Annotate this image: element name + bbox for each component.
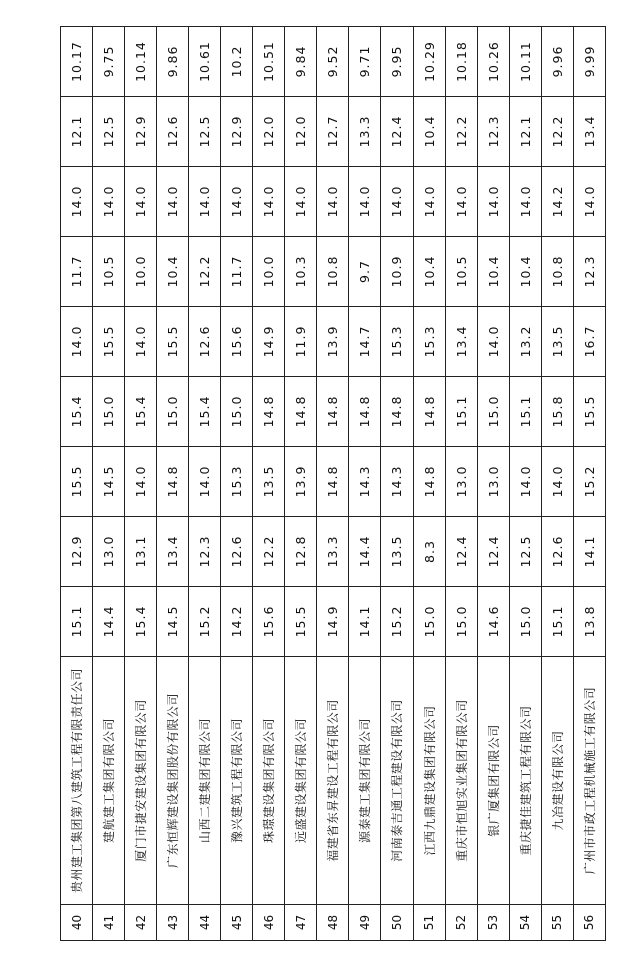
score-cell: 10.14 <box>125 27 157 97</box>
score-cell: 14.0 <box>125 447 157 517</box>
score-cell: 12.2 <box>445 97 477 167</box>
table-row <box>61 27 93 941</box>
score-cell: 15.4 <box>61 377 93 447</box>
row-number: 52 <box>445 905 477 941</box>
score-cell: 10.4 <box>413 97 445 167</box>
score-cell: 15.2 <box>573 447 605 517</box>
table-row <box>221 27 253 941</box>
score-cell: 8.3 <box>413 517 445 587</box>
score-cell: 10.5 <box>93 237 125 307</box>
score-cell: 15.1 <box>61 587 93 657</box>
score-cell: 15.5 <box>93 307 125 377</box>
score-cell: 15.5 <box>61 447 93 517</box>
score-cell: 14.4 <box>93 587 125 657</box>
score-cell: 13.3 <box>349 97 381 167</box>
score-cell: 12.6 <box>157 97 189 167</box>
score-cell: 13.1 <box>125 517 157 587</box>
table-row <box>349 27 381 941</box>
score-cell: 10.18 <box>445 27 477 97</box>
score-cell: 10.8 <box>541 237 573 307</box>
score-cell: 13.4 <box>157 517 189 587</box>
score-cell: 14.2 <box>541 167 573 237</box>
table-row <box>381 27 413 941</box>
score-cell: 15.1 <box>541 587 573 657</box>
company-name: 福建省东昇建设工程有限公司 <box>317 657 349 905</box>
score-cell: 12.4 <box>445 517 477 587</box>
score-cell: 14.1 <box>573 517 605 587</box>
score-cell: 15.0 <box>477 377 509 447</box>
row-number: 43 <box>157 905 189 941</box>
score-cell: 9.84 <box>285 27 317 97</box>
score-cell: 14.0 <box>285 167 317 237</box>
score-cell: 10.61 <box>189 27 221 97</box>
score-cell: 15.1 <box>509 377 541 447</box>
score-cell: 11.7 <box>61 237 93 307</box>
score-cell: 12.6 <box>221 517 253 587</box>
score-cell: 14.3 <box>381 447 413 517</box>
score-cell: 15.6 <box>253 587 285 657</box>
row-number: 54 <box>509 905 541 941</box>
score-cell: 9.52 <box>317 27 349 97</box>
score-cell: 14.8 <box>349 377 381 447</box>
score-cell: 15.3 <box>221 447 253 517</box>
score-cell: 15.0 <box>157 377 189 447</box>
score-cell: 9.71 <box>349 27 381 97</box>
score-cell: 10.11 <box>509 27 541 97</box>
score-cell: 15.6 <box>221 307 253 377</box>
score-cell: 14.0 <box>221 167 253 237</box>
table-row <box>125 27 157 941</box>
score-cell: 12.3 <box>477 97 509 167</box>
score-cell: 14.0 <box>253 167 285 237</box>
score-cell: 14.0 <box>413 167 445 237</box>
company-name: 江西九鼎建设集团有限公司 <box>413 657 445 905</box>
score-cell: 12.6 <box>541 517 573 587</box>
score-cell: 12.6 <box>189 307 221 377</box>
score-cell: 13.5 <box>381 517 413 587</box>
score-cell: 13.3 <box>317 517 349 587</box>
score-cell: 14.8 <box>317 447 349 517</box>
score-cell: 12.4 <box>477 517 509 587</box>
company-name: 源泰建工集团有限公司 <box>349 657 381 905</box>
score-cell: 11.7 <box>221 237 253 307</box>
score-cell: 12.2 <box>253 517 285 587</box>
score-cell: 12.9 <box>61 517 93 587</box>
score-cell: 10.8 <box>317 237 349 307</box>
row-number: 46 <box>253 905 285 941</box>
table-row <box>413 27 445 941</box>
table-row <box>189 27 221 941</box>
table-row <box>285 27 317 941</box>
score-cell: 10.3 <box>285 237 317 307</box>
score-cell: 10.4 <box>413 237 445 307</box>
table-row <box>509 27 541 941</box>
score-cell: 10.51 <box>253 27 285 97</box>
table-row <box>445 27 477 941</box>
row-number: 47 <box>285 905 317 941</box>
score-cell: 14.8 <box>413 447 445 517</box>
score-cell: 15.5 <box>285 587 317 657</box>
company-name: 豫兴建筑工程有限公司 <box>221 657 253 905</box>
company-name: 建航建工集团有限公司 <box>93 657 125 905</box>
score-cell: 9.96 <box>541 27 573 97</box>
row-number: 56 <box>573 905 605 941</box>
score-cell: 9.86 <box>157 27 189 97</box>
score-cell: 14.0 <box>349 167 381 237</box>
table-row <box>157 27 189 941</box>
score-cell: 14.0 <box>445 167 477 237</box>
score-cell: 15.4 <box>189 377 221 447</box>
score-cell: 14.0 <box>573 167 605 237</box>
score-cell: 15.0 <box>509 587 541 657</box>
score-cell: 13.5 <box>541 307 573 377</box>
score-cell: 13.9 <box>317 307 349 377</box>
score-cell: 15.3 <box>381 307 413 377</box>
company-name: 银广厦集团有限公司 <box>477 657 509 905</box>
score-cell: 14.8 <box>381 377 413 447</box>
company-name: 远盛建设集团有限公司 <box>285 657 317 905</box>
score-cell: 12.8 <box>285 517 317 587</box>
score-cell: 14.0 <box>125 167 157 237</box>
table-row <box>541 27 573 941</box>
score-cell: 10.4 <box>477 237 509 307</box>
score-cell: 12.9 <box>125 97 157 167</box>
score-cell: 14.7 <box>349 307 381 377</box>
score-cell: 14.5 <box>93 447 125 517</box>
score-cell: 12.4 <box>381 97 413 167</box>
score-cell: 14.6 <box>477 587 509 657</box>
score-cell: 9.95 <box>381 27 413 97</box>
score-cell: 14.0 <box>189 167 221 237</box>
table-row <box>253 27 285 941</box>
score-cell: 13.4 <box>445 307 477 377</box>
score-cell: 15.0 <box>93 377 125 447</box>
row-number: 51 <box>413 905 445 941</box>
row-number: 55 <box>541 905 573 941</box>
row-number: 41 <box>93 905 125 941</box>
score-cell: 14.0 <box>61 167 93 237</box>
score-cell: 14.0 <box>61 307 93 377</box>
score-cell: 15.1 <box>445 377 477 447</box>
row-number: 42 <box>125 905 157 941</box>
score-cell: 14.8 <box>317 377 349 447</box>
score-cell: 15.0 <box>413 587 445 657</box>
score-cell: 12.5 <box>509 517 541 587</box>
company-name: 珠璟建设集团有限公司 <box>253 657 285 905</box>
score-cell: 16.7 <box>573 307 605 377</box>
row-number: 45 <box>221 905 253 941</box>
score-cell: 14.8 <box>285 377 317 447</box>
score-cell: 15.4 <box>125 377 157 447</box>
score-cell: 12.0 <box>253 97 285 167</box>
score-cell: 14.0 <box>509 447 541 517</box>
score-cell: 13.4 <box>573 97 605 167</box>
row-number: 40 <box>61 905 93 941</box>
score-cell: 12.5 <box>189 97 221 167</box>
score-cell: 9.99 <box>573 27 605 97</box>
company-name: 贵州建工集团第八建筑工程有限责任公司 <box>61 657 93 905</box>
company-name: 重庆捷佳建筑工程有限公司 <box>509 657 541 905</box>
score-cell: 14.8 <box>157 447 189 517</box>
table-row <box>93 27 125 941</box>
score-cell: 14.0 <box>317 167 349 237</box>
score-cell: 13.5 <box>253 447 285 517</box>
score-cell: 12.1 <box>61 97 93 167</box>
score-cell: 9.7 <box>349 237 381 307</box>
score-cell: 12.2 <box>189 237 221 307</box>
company-name: 九冶建设有限公司 <box>541 657 573 905</box>
score-cell: 13.0 <box>445 447 477 517</box>
score-cell: 15.4 <box>125 587 157 657</box>
score-cell: 10.4 <box>157 237 189 307</box>
company-name: 重庆市恒旭实业集团有限公司 <box>445 657 477 905</box>
score-cell: 10.0 <box>125 237 157 307</box>
score-cell: 13.2 <box>509 307 541 377</box>
table-row <box>317 27 349 941</box>
score-cell: 14.0 <box>477 307 509 377</box>
score-cell: 10.26 <box>477 27 509 97</box>
row-number: 50 <box>381 905 413 941</box>
score-cell: 14.3 <box>349 447 381 517</box>
score-cell: 15.5 <box>573 377 605 447</box>
score-cell: 14.0 <box>189 447 221 517</box>
score-cell: 14.0 <box>381 167 413 237</box>
score-cell: 11.9 <box>285 307 317 377</box>
row-number: 44 <box>189 905 221 941</box>
score-cell: 13.0 <box>477 447 509 517</box>
score-cell: 14.0 <box>477 167 509 237</box>
score-cell: 10.17 <box>61 27 93 97</box>
score-cell: 9.75 <box>93 27 125 97</box>
score-cell: 14.5 <box>157 587 189 657</box>
score-cell: 12.2 <box>541 97 573 167</box>
score-cell: 12.7 <box>317 97 349 167</box>
score-cell: 15.3 <box>413 307 445 377</box>
score-cell: 12.3 <box>573 237 605 307</box>
score-cell: 14.0 <box>541 447 573 517</box>
score-cell: 14.2 <box>221 587 253 657</box>
score-cell: 14.9 <box>317 587 349 657</box>
score-cell: 15.2 <box>381 587 413 657</box>
row-number: 53 <box>477 905 509 941</box>
company-name: 山西二建集团有限公司 <box>189 657 221 905</box>
score-cell: 12.9 <box>221 97 253 167</box>
score-cell: 14.0 <box>157 167 189 237</box>
score-cell: 14.8 <box>413 377 445 447</box>
score-cell: 14.9 <box>253 307 285 377</box>
score-cell: 12.1 <box>509 97 541 167</box>
score-cell: 10.0 <box>253 237 285 307</box>
score-cell: 12.0 <box>285 97 317 167</box>
score-cell: 15.0 <box>221 377 253 447</box>
row-number: 49 <box>349 905 381 941</box>
score-cell: 10.29 <box>413 27 445 97</box>
score-cell: 14.0 <box>93 167 125 237</box>
company-name: 广州市市政工程机械施工有限公司 <box>573 657 605 905</box>
company-name: 广东恒辉建设集团股份有限公司 <box>157 657 189 905</box>
table-row <box>573 27 605 941</box>
score-cell: 13.0 <box>93 517 125 587</box>
score-cell: 15.0 <box>445 587 477 657</box>
score-cell: 12.5 <box>93 97 125 167</box>
score-cell: 13.8 <box>573 587 605 657</box>
score-cell: 13.9 <box>285 447 317 517</box>
score-cell: 10.5 <box>445 237 477 307</box>
score-cell: 10.4 <box>509 237 541 307</box>
score-cell: 10.2 <box>221 27 253 97</box>
score-cell: 14.4 <box>349 517 381 587</box>
score-cell: 15.8 <box>541 377 573 447</box>
score-cell: 12.3 <box>189 517 221 587</box>
score-cell: 15.5 <box>157 307 189 377</box>
score-table <box>60 26 606 941</box>
row-number: 48 <box>317 905 349 941</box>
score-cell: 10.9 <box>381 237 413 307</box>
score-cell: 14.0 <box>125 307 157 377</box>
table-row <box>477 27 509 941</box>
score-cell: 14.8 <box>253 377 285 447</box>
score-cell: 14.1 <box>349 587 381 657</box>
score-cell: 14.0 <box>509 167 541 237</box>
company-name: 河南泰吉通工程建设有限公司 <box>381 657 413 905</box>
score-cell: 15.2 <box>189 587 221 657</box>
company-name: 厦门市捷安建设集团有限公司 <box>125 657 157 905</box>
